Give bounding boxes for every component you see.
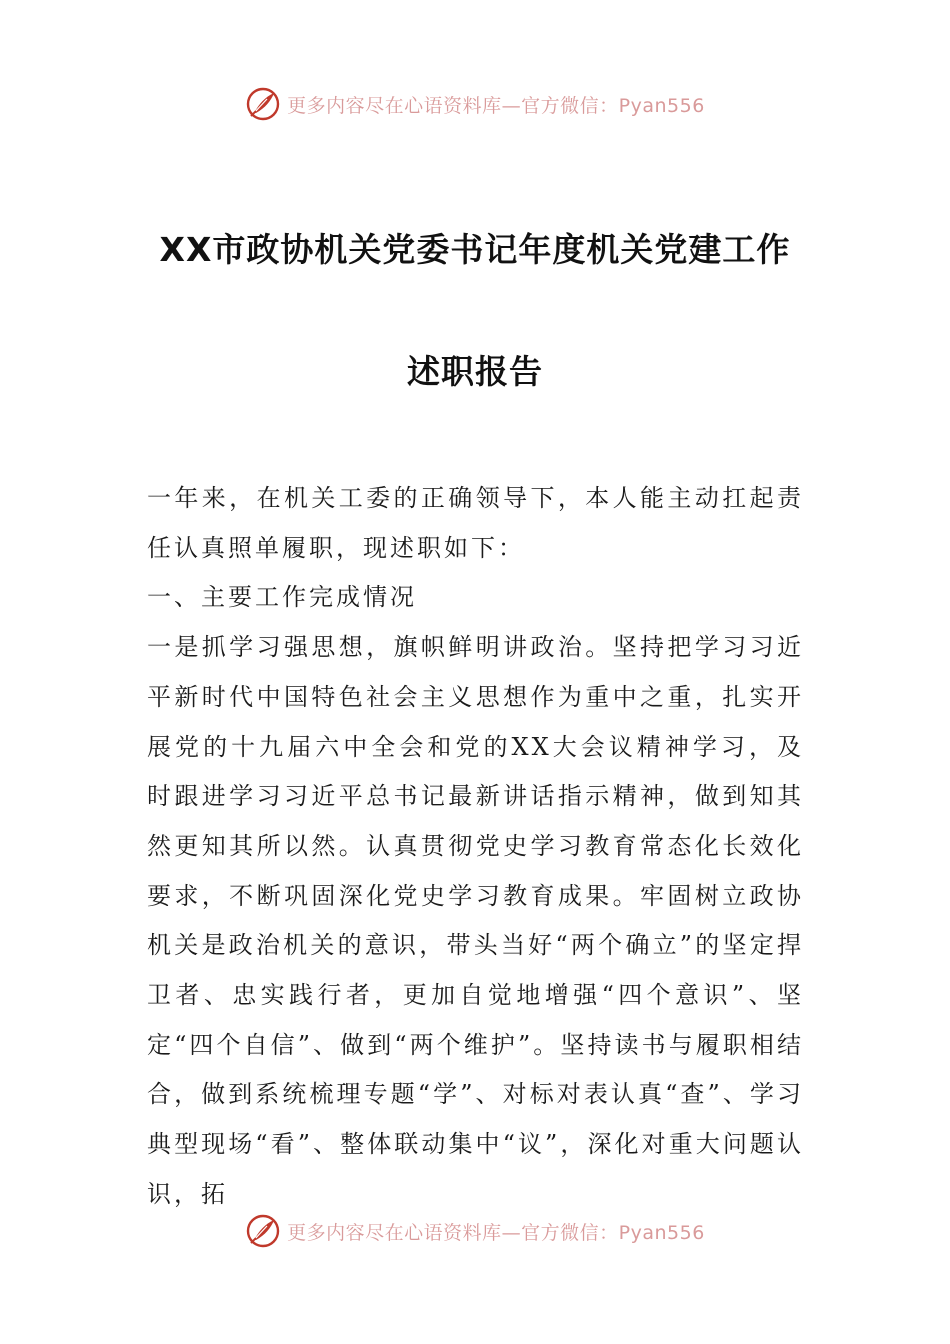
document-title-line2: 述职报告 bbox=[407, 352, 543, 391]
paragraph-intro: 一年来，在机关工委的正确领导下，本人能主动扛起责任认真照单履职，现述职如下： bbox=[147, 484, 804, 562]
watermark-text: 更多内容尽在心语资料库—官方微信：Pyan556 bbox=[287, 94, 705, 117]
watermark-text: 更多内容尽在心语资料库—官方微信：Pyan556 bbox=[287, 1221, 705, 1244]
watermark-footer bbox=[0, 1211, 950, 1251]
feather-pen-logo-icon bbox=[245, 86, 281, 122]
feather-pen-logo-icon bbox=[245, 1213, 281, 1249]
document-title-line1: XX市政协机关党委书记年度机关党建工作 bbox=[159, 230, 791, 269]
section-heading: 一、主要工作完成情况 bbox=[147, 583, 417, 612]
watermark-wechat-id: Pyan556 bbox=[618, 94, 705, 117]
watermark-header bbox=[0, 84, 950, 124]
paragraph-study: 一是抓学习强思想，旗帜鲜明讲政治。坚持把学习习近平新时代中国特色社会主义思想作为重中之重，扎实开展党的十九届六中全会和党的XX大会议精神学习，及时跟进学习习近平总书记最新讲话指示精神，做到知其然更知其所以然。认真贯彻党史学习教育常态化长效化要求，不断巩固深化党史学习教育成果。牢固树立政协机关是政治机关的意识，带头当好“两个确立”的坚定捍卫者、忠实践行者，更加自觉地增强“四个意识”、坚定“四个自信”、做到“两个维护”。坚持读书与履职相结合，做到系统梳理专题“学”、对标对表认真“查”、学习典型现场“看”、整体联动集中“议”，深化对重大问题认识，拓 bbox=[147, 633, 804, 1208]
watermark-wechat-id: Pyan556 bbox=[618, 1221, 705, 1244]
document-body bbox=[147, 474, 804, 1220]
